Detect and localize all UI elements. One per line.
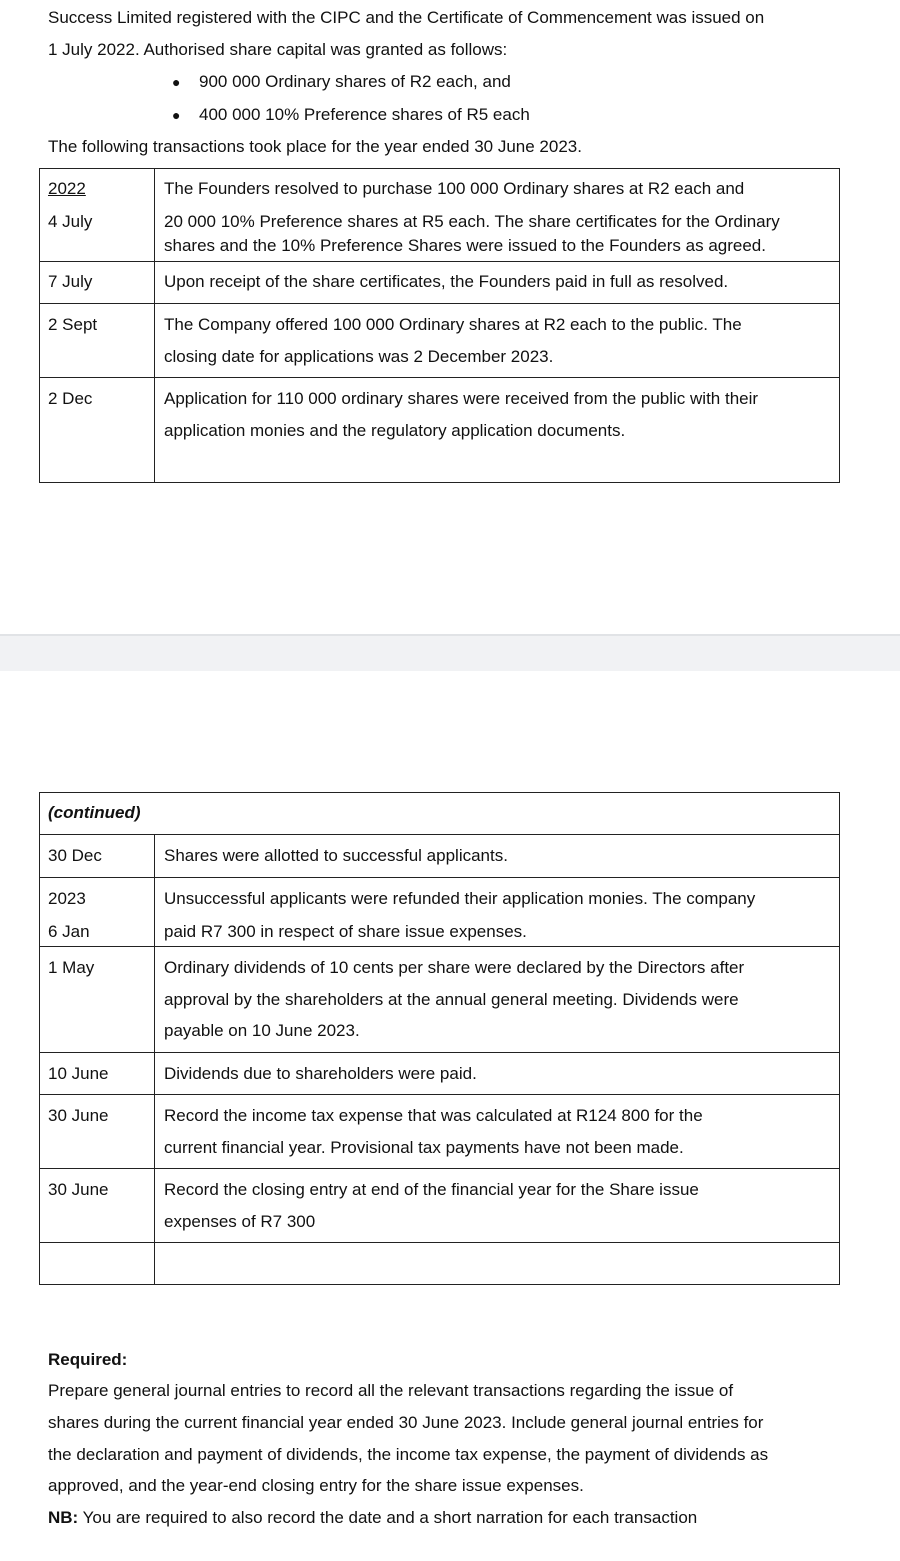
column-divider [154, 168, 155, 483]
row-divider [39, 1094, 840, 1095]
row-text: Record the closing entry at end of the financial year for the Share issue [164, 1180, 699, 1199]
continued-label: (continued) [48, 803, 141, 822]
bullet-ordinary: 900 000 Ordinary shares of R2 each, and [199, 72, 511, 91]
row-date: 2 Sept [48, 315, 98, 334]
bullet-dot-icon: ● [172, 107, 181, 123]
row-divider [39, 946, 840, 947]
bullet-dot-icon: ● [172, 74, 181, 90]
row-text: The Founders resolved to purchase 100 000 Ordinary shares at R2 each and [164, 179, 745, 198]
row-divider [39, 1052, 840, 1053]
required-heading: Required: [48, 1350, 128, 1369]
nb-note [48, 1508, 697, 1528]
row-divider [39, 1168, 840, 1169]
row-text: Unsuccessful applicants were refunded their application monies. The company [164, 889, 756, 908]
row-divider [39, 877, 840, 878]
row-year-2022: 2022 [48, 179, 86, 198]
row-text: application monies and the regulatory application documents. [164, 421, 626, 440]
row-text: payable on 10 June 2023. [164, 1021, 360, 1040]
required-line: shares during the current financial year ended 30 June 2023. Include general journal entries for [48, 1413, 764, 1432]
nb-label: NB: [48, 1508, 79, 1527]
bullet-preference: 400 000 10% Preference shares of R5 each [199, 105, 530, 124]
row-text: The Company offered 100 000 Ordinary shares at R2 each to the public. The [164, 315, 742, 334]
row-text: Upon receipt of the share certificates, the Founders paid in full as resolved. [164, 272, 729, 291]
nb-text: You are required to also record the date and a short narration for each transaction [78, 1508, 698, 1527]
row-text: Dividends due to shareholders were paid. [164, 1064, 477, 1083]
row-divider [39, 1242, 840, 1243]
row-divider [39, 377, 840, 378]
row-date: 30 Dec [48, 846, 102, 865]
row-date: 30 June [48, 1106, 109, 1125]
row-text: shares and the 10% Preference Shares were issued to the Founders as agreed. [164, 236, 766, 255]
row-date: 6 Jan [48, 922, 90, 941]
column-divider [154, 834, 155, 1285]
row-text: Ordinary dividends of 10 cents per share were declared by the Directors after [164, 958, 745, 977]
row-date: 30 June [48, 1180, 109, 1199]
row-year-2023: 2023 [48, 889, 86, 908]
row-text: paid R7 300 in respect of share issue expenses. [164, 922, 527, 941]
row-text: Shares were allotted to successful applicants. [164, 846, 508, 865]
row-divider [39, 834, 840, 835]
row-date: 2 Dec [48, 389, 93, 408]
required-line: the declaration and payment of dividends, the income tax expense, the payment of dividends as [48, 1445, 769, 1464]
row-text: 20 000 10% Preference shares at R5 each. The share certificates for the Ordinary [164, 212, 780, 231]
row-text: Application for 110 000 ordinary shares were received from the public with their [164, 389, 759, 408]
page-break-gap [0, 634, 900, 671]
row-text: approval by the shareholders at the annual general meeting. Dividends were [164, 990, 739, 1009]
row-date: 7 July [48, 272, 93, 291]
row-text: Record the income tax expense that was calculated at R124 800 for the [164, 1106, 703, 1125]
row-date: 1 May [48, 958, 95, 977]
row-text: current financial year. Provisional tax payments have not been made. [164, 1138, 684, 1157]
row-date: 4 July [48, 212, 93, 231]
intro-line-2: 1 July 2022. Authorised share capital was granted as follows: [48, 40, 508, 59]
intro-line-3: The following transactions took place for the year ended 30 June 2023. [48, 137, 582, 156]
required-line: approved, and the year-end closing entry for the share issue expenses. [48, 1476, 584, 1495]
row-text: expenses of R7 300 [164, 1212, 316, 1231]
row-divider [39, 261, 840, 262]
row-text: closing date for applications was 2 December 2023. [164, 347, 554, 366]
required-line: Prepare general journal entries to record all the relevant transactions regarding the issue of [48, 1381, 734, 1400]
row-date: 10 June [48, 1064, 109, 1083]
intro-line-1: Success Limited registered with the CIPC and the Certificate of Commencement was issued on [48, 8, 765, 27]
row-divider [39, 303, 840, 304]
